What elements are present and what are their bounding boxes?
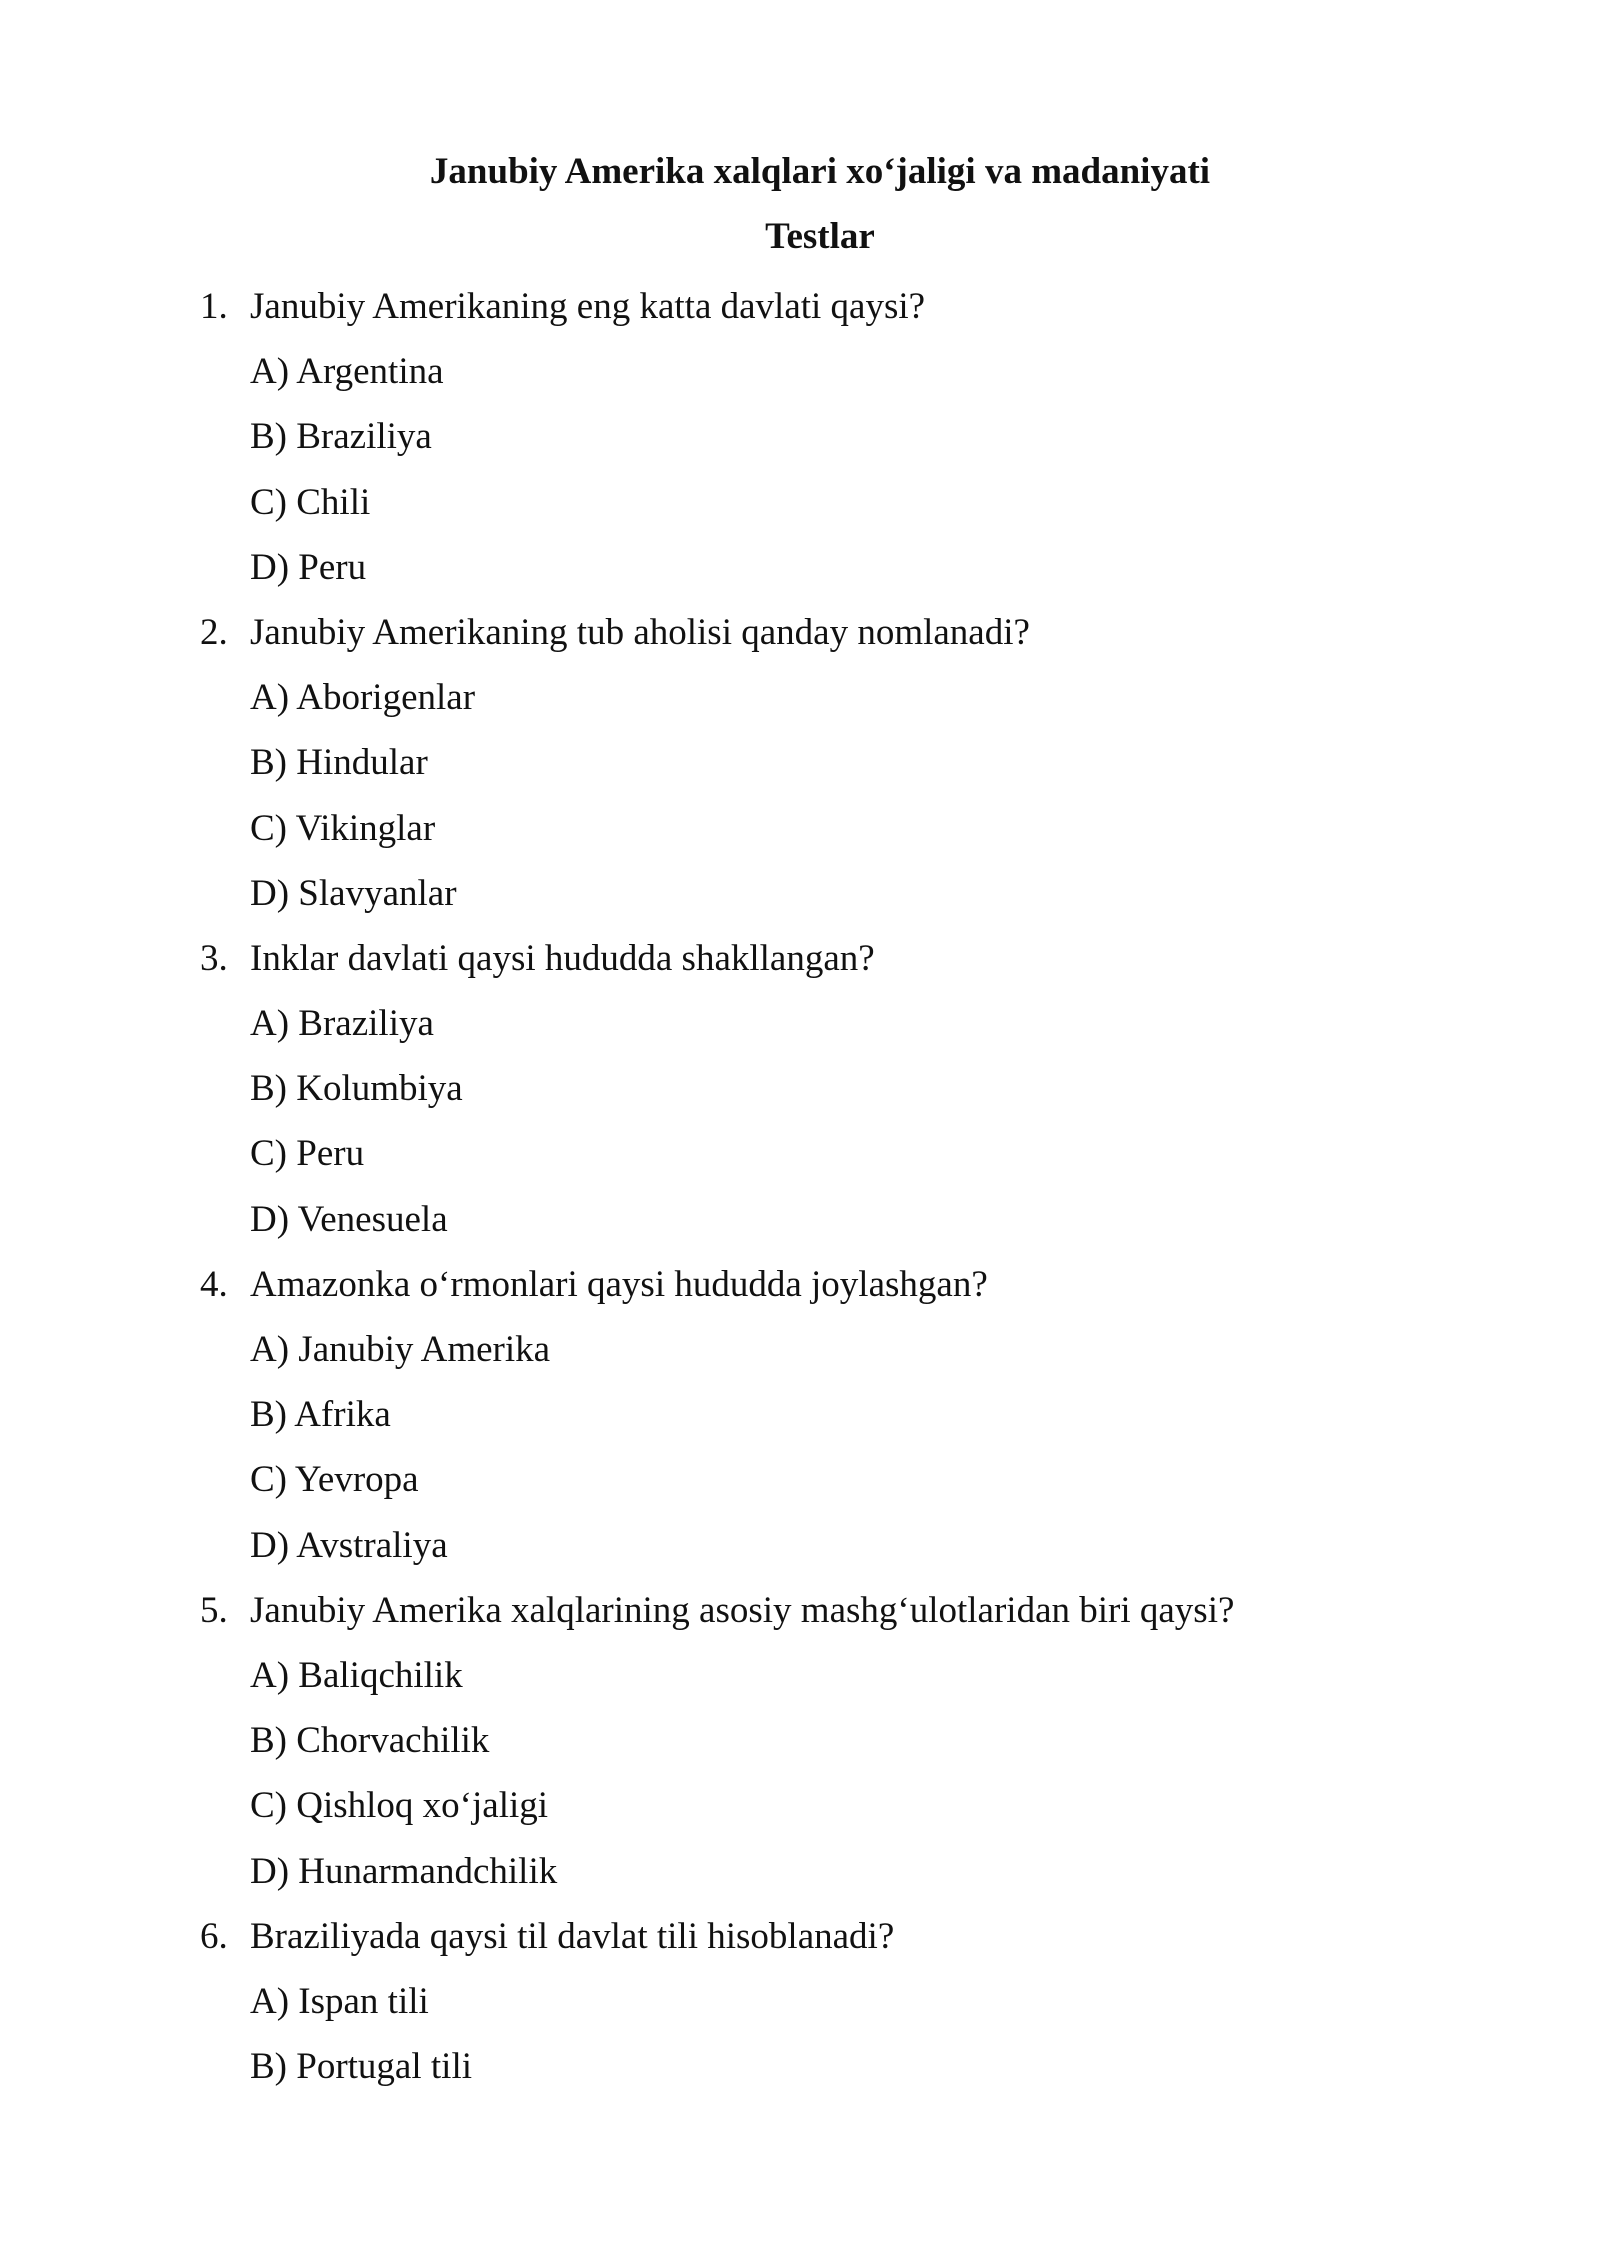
question-text: Janubiy Amerikaning tub aholisi qanday nomlanadi? xyxy=(250,611,1030,653)
question-line xyxy=(200,280,1550,345)
option-d: D) Slavyanlar xyxy=(250,872,457,914)
question-number: 3. xyxy=(200,937,228,979)
option-a: A) Argentina xyxy=(250,351,444,393)
option-a: A) Baliqchilik xyxy=(250,1654,463,1696)
question-line xyxy=(200,932,1550,997)
question-number: 6. xyxy=(200,1915,228,1957)
question-text: Inklar davlati qaysi hududda shakllangan? xyxy=(250,937,875,979)
option-b: B) Braziliya xyxy=(250,416,432,458)
question-number: 4. xyxy=(200,1263,228,1305)
option-list xyxy=(200,1975,1550,2105)
question-number: 1. xyxy=(200,286,228,327)
option-list xyxy=(200,1649,1550,1910)
question-text: Janubiy Amerikaning eng katta davlati qaysi? xyxy=(250,286,926,327)
option-a: A) Ispan tili xyxy=(250,1980,429,2022)
option-b: B) Portugal tili xyxy=(250,2046,472,2088)
question-text: Amazonka o‘rmonlari qaysi hududda joylashgan? xyxy=(250,1263,988,1305)
document-title: Janubiy Amerika xalqlari xo‘jaligi va madaniyati xyxy=(429,151,1211,192)
option-c: C) Yevropa xyxy=(250,1459,419,1501)
question-1 xyxy=(200,280,1550,606)
option-list xyxy=(200,997,1550,1258)
question-5 xyxy=(200,1584,1550,1910)
question-6 xyxy=(200,1910,1550,2106)
option-a: A) Janubiy Amerika xyxy=(250,1329,551,1370)
option-d: D) Peru xyxy=(250,546,367,588)
option-list xyxy=(200,1323,1550,1584)
question-line xyxy=(200,1584,1550,1649)
question-4 xyxy=(200,1258,1550,1584)
option-d: D) Venesuela xyxy=(250,1198,448,1240)
option-d: D) Avstraliya xyxy=(250,1524,448,1566)
question-line xyxy=(200,1258,1550,1323)
document-subtitle: Testlar xyxy=(765,216,875,257)
option-list xyxy=(200,671,1550,932)
option-list xyxy=(200,345,1550,606)
option-a: A) Braziliya xyxy=(250,1003,434,1045)
option-b: B) Hindular xyxy=(250,742,428,784)
question-text: Janubiy Amerika xalqlarining asosiy mashg‘ulotlaridan biri qaysi? xyxy=(250,1589,1235,1631)
option-c: C) Qishloq xo‘jaligi xyxy=(250,1785,549,1827)
question-line xyxy=(200,1910,1550,1975)
question-3 xyxy=(200,932,1550,1258)
option-b: B) Kolumbiya xyxy=(250,1068,463,1110)
question-list xyxy=(200,280,1550,2105)
option-d: D) Hunarmandchilik xyxy=(250,1850,558,1892)
option-c: C) Vikinglar xyxy=(250,807,436,849)
question-text: Braziliyada qaysi til davlat tili hisoblanadi? xyxy=(250,1915,895,1957)
question-number: 5. xyxy=(200,1589,228,1631)
question-number: 2. xyxy=(200,611,228,653)
option-b: B) Afrika xyxy=(250,1394,391,1436)
option-c: C) Chili xyxy=(250,481,371,523)
question-2 xyxy=(200,606,1550,932)
option-c: C) Peru xyxy=(250,1133,365,1175)
option-b: B) Chorvachilik xyxy=(250,1720,490,1762)
option-a: A) Aborigenlar xyxy=(250,677,476,719)
question-line xyxy=(200,606,1550,671)
